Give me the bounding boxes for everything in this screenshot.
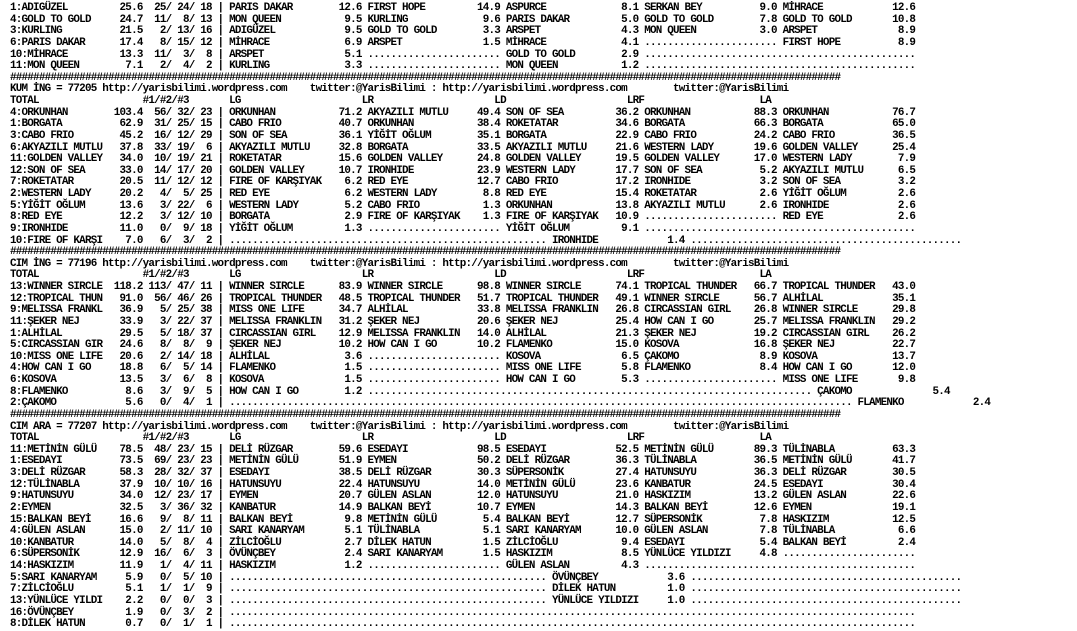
text-line: 6:PARIS DAKAR 17.4 8/ 15/ 12 | MİHRACE 6.9 ARSPET 1.5 MİHRACE 4.1 ....................... FIRST HOPE 8.9 [10,36,916,49]
text-line: 14:HASKIZIM 11.9 1/ 4/ 11 | HASKIZIM 1.2 ....................... GÜLEN ASLAN 4.3 ............................................... [10,560,916,572]
text-line: 5:CIRCASSIAN GIR 24.6 8/ 8/ 9 | ŞEKER NEJ 10.2 HOW CAN I GO 10.2 FLAMENKO 15.0 KOSOVA 16.8 ŞEKER NEJ 22.7 [10,339,916,352]
text-line: 1:ESEDAYI 73.5 69/ 23/ 23 | METİNİN GÜLÜ 51.9 EYMEN 50.2 DELİ RÜZGAR 36.3 TÜLİNABLA 36.5 METİNİN GÜLÜ 41.7 [10,455,916,468]
text-line: 8:FLAMENKO 8.6 3/ 9/ 5 | HOW CAN I GO 1.2 ............................................................................. ÇAKOMO 5.4 [10,385,950,398]
race-statistics-text [10,3,990,631]
text-line: 4:GÜLEN ASLAN 15.0 2/ 11/ 10 | SARI KANARYAM 5.1 TÜLİNABLA 5.1 SARI KANARYAM 10.0 GÜLEN ASLAN 7.8 TÜLİNABLA 6.6 [10,525,916,538]
text-line: 1:ADIGÜZEL 25.6 25/ 24/ 18 | PARIS DAKAR 12.6 FIRST HOPE 14.9 ASPURCE 8.1 SERKAN BEY 9.0 MİHRACE 12.6 [10,2,916,14]
text-line: 6:AKYAZILI MUTLU 37.8 33/ 19/ 6 | AKYAZILI MUTLU 32.8 BORGATA 33.5 AKYAZILI MUTLU 21.6 WESTERN LADY 19.6 GOLDEN VALLEY 25.4 [10,141,916,154]
text-line: 6:SÜPERSONİK 12.9 16/ 6/ 3 | ÖVÜNÇBEY 2.4 SARI KANARYAM 1.5 HASKIZIM 8.5 YÜNLÜCE YILDIZI 4.8 ....................... [10,548,916,561]
text-line: 2:ÇAKOMO 5.6 0/ 4/ 1 | ............................................................................................................ FLAMENKO 2.4 [10,397,991,410]
text-line: 13:WINNER SIRCLE 118.2 113/ 47/ 11 | WINNER SIRCLE 83.9 WINNER SIRCLE 98.8 WINNER SIRCLE 74.1 TROPICAL THUNDER 66.7 TROPICAL THUNDER 43.0 [10,281,916,293]
text-line: ################################################################################################################################################ [10,408,841,421]
text-line: 3:DELİ RÜZGAR 58.3 28/ 32/ 37 | ESEDAYI 38.5 DELİ RÜZGAR 30.3 SÜPERSONİK 27.4 HATUNSUYU 36.3 DELİ RÜZGAR 30.5 [10,467,916,479]
text-line: 2:WESTERN LADY 20.2 4/ 5/ 25 | RED EYE 6.2 WESTERN LADY 8.8 RED EYE 15.4 ROKETATAR 2.6 YİĞİT OĞLUM 2.6 [10,188,916,200]
text-line: 4:HOW CAN I GO 18.8 6/ 5/ 14 | FLAMENKO 1.5 ....................... MISS ONE LIFE 5.8 FLAMENKO 8.4 HOW CAN I GO 12.0 [10,362,916,375]
text-line: CIM İNG = 77196 http://yarisbilimi.wordpress.com twitter:@YarisBilimi : http://yarisbilimi.wordpress.com twitter:@YarisBilimi [10,257,789,270]
text-line: 11:ŞEKER NEJ 33.9 3/ 22/ 37 | MELISSA FRANKLIN 31.2 ŞEKER NEJ 20.6 ŞEKER NEJ 25.4 HOW CAN I GO 25.7 MELISSA FRANKLIN 29.2 [10,315,916,328]
text-line: 3:KURLING 21.5 2/ 13/ 16 | ADIGÜZEL 9.5 GOLD TO GOLD 3.3 ARSPET 4.3 MON QUEEN 3.0 ARSPET 8.9 [10,25,916,38]
text-line: TOTAL #1/#2/#3 LG LR LD LRF LA [10,269,772,282]
text-line: ################################################################################################################################################ [10,71,841,84]
text-line: CIM ARA = 77207 http://yarisbilimi.wordpress.com twitter:@YarisBilimi : http://yarisbilimi.wordpress.com twitter:@YarisBilimi [10,420,789,433]
text-line: TOTAL #1/#2/#3 LG LR LD LRF LA [10,95,772,107]
text-line: 9:HATUNSUYU 34.0 12/ 23/ 17 | EYMEN 20.7 GÜLEN ASLAN 12.0 HATUNSUYU 21.0 HASKIZIM 13.2 GÜLEN ASLAN 22.6 [10,490,916,503]
text-line: 12:TROPICAL THUN 91.0 56/ 46/ 26 | TROPICAL THUNDER 48.5 TROPICAL THUNDER 51.7 TROPICAL THUNDER 49.1 WINNER SIRCLE 56.7 ALHİLAL 35.1 [10,292,916,305]
text-line: 16:ÖVÜNÇBEY 1.9 0/ 3/ 2 | ....................................................................................................................... [10,606,916,619]
text-line: 9:MELISSA FRANKL 36.9 5/ 25/ 38 | MISS ONE LIFE 34.7 ALHİLAL 33.8 MELISSA FRANKLIN 26.8 CIRCASSIAN GIRL 26.8 WINNER SIRCLE 29.8 [10,304,916,317]
text-line: ################################################################################################################################################ [10,246,841,259]
text-line: 10:KANBATUR 14.0 5/ 8/ 4 | ZİLCİOĞLU 2.7 DİLEK HATUN 1.5 ZİLCİOĞLU 9.4 ESEDAYI 5.4 BALKAN BEYİ 2.4 [10,536,916,549]
text-line: 13:YÜNLÜCE YILDI 2.2 0/ 0/ 3 | ....................................................... YÜNLÜCE YILDIZI 1.0 ............................................... [10,594,962,607]
text-line: 12:TÜLİNABLA 37.9 10/ 10/ 16 | HATUNSUYU 22.4 HATUNSUYU 14.0 METİNİN GÜLÜ 23.6 KANBATUR 24.5 ESEDAYI 30.4 [10,478,916,491]
text-line: KUM İNG = 77205 http://yarisbilimi.wordpress.com twitter:@YarisBilimi : http://yarisbilimi.wordpress.com twitter:@YarisBilimi [10,83,789,96]
text-line: 8:DİLEK HATUN 0.7 0/ 1/ 1 | ....................................................................................................................... [10,618,916,631]
text-line: 7:ZİLCİOĞLU 5.1 1/ 1/ 9 | ....................................................... DİLEK HATUN 1.0 ............................................... [10,583,962,596]
text-line: TOTAL #1/#2/#3 LG LR LD LRF LA [10,432,772,445]
text-line: 10:FIRE OF KARŞI 7.0 6/ 3/ 2 | ....................................................... IRONHIDE 1.4 ............................................... [10,234,962,247]
text-line: 11:METİNİN GÜLÜ 78.5 48/ 23/ 15 | DELİ RÜZGAR 59.6 ESEDAYI 98.5 ESEDAYI 52.5 METİNİN GÜLÜ 89.3 TÜLİNABLA 63.3 [10,443,916,456]
text-line: 7:ROKETATAR 20.5 11/ 12/ 12 | FIRE OF KARŞIYAK 6.2 RED EYE 12.7 CABO FRIO 17.2 IRONHIDE 3.2 SON OF SEA 3.2 [10,176,916,189]
text-line: 5:SARI KANARYAM 5.9 0/ 5/ 10 | ....................................................... ÖVÜNÇBEY 3.6 ............................................... [10,571,962,584]
text-line: 1:ALHİLAL 29.5 5/ 18/ 37 | CIRCASSIAN GIRL 12.9 MELISSA FRANKLIN 14.0 ALHİLAL 21.3 ŞEKER NEJ 19.2 CIRCASSIAN GIRL 26.2 [10,327,916,340]
text-line: 4:ORKUNHAN 103.4 56/ 32/ 23 | ORKUNHAN 71.2 AKYAZILI MUTLU 49.4 SON OF SEA 36.2 ORKUNHAN 88.3 ORKUNHAN 76.7 [10,106,916,119]
text-line: 5:YİĞİT OĞLUM 13.6 3/ 22/ 6 | WESTERN LADY 5.2 CABO FRIO 1.3 ORKUNHAN 13.8 AKYAZILI MUTLU 2.6 IRONHIDE 2.6 [10,199,916,212]
text-line: 15:BALKAN BEYİ 16.6 9/ 8/ 11 | BALKAN BEYİ 9.8 METİNİN GÜLÜ 5.4 BALKAN BEYİ 12.7 SÜPERSONİK 7.8 HASKIZIM 12.5 [10,513,916,526]
text-line: 2:EYMEN 32.5 3/ 36/ 32 | KANBATUR 14.9 BALKAN BEYİ 10.7 EYMEN 14.3 BALKAN BEYİ 12.6 EYMEN 19.1 [10,501,916,514]
text-line: 11:GOLDEN VALLEY 34.0 10/ 19/ 21 | ROKETATAR 15.6 GOLDEN VALLEY 24.8 GOLDEN VALLEY 19.5 GOLDEN VALLEY 17.0 WESTERN LADY 7.9 [10,153,916,166]
text-line: 12:SON OF SEA 33.0 14/ 17/ 20 | GOLDEN VALLEY 10.7 IRONHIDE 23.9 WESTERN LADY 17.7 SON OF SEA 5.2 AKYAZILI MUTLU 6.5 [10,164,916,177]
text-line: 10:MISS ONE LIFE 20.6 2/ 14/ 18 | ALHİLAL 3.6 ....................... KOSOVA 6.5 ÇAKOMO 8.9 KOSOVA 13.7 [10,350,916,363]
text-line: 6:KOSOVA 13.5 3/ 6/ 8 | KOSOVA 1.5 ....................... HOW CAN I GO 5.3 ....................... MISS ONE LIFE 9.8 [10,374,916,386]
text-line: 11:MON QUEEN 7.1 2/ 4/ 2 | KURLING 3.3 ....................... MON QUEEN 1.2 ............................................... [10,60,916,73]
text-line: 10:MİHRACE 13.3 11/ 3/ 8 | ARSPET 5.1 ....................... GOLD TO GOLD 2.9 ............................................... [10,48,916,61]
text-line: 3:CABO FRIO 45.2 16/ 12/ 29 | SON OF SEA 36.1 YİĞİT OĞLUM 35.1 BORGATA 22.9 CABO FRIO 24.2 CABO FRIO 36.5 [10,129,916,142]
text-line: 9:IRONHIDE 11.0 0/ 9/ 18 | YİĞİT OĞLUM 1.3 ....................... YİĞİT OĞLUM 9.1 ............................................... [10,222,916,235]
text-line: 4:GOLD TO GOLD 24.7 11/ 8/ 13 | MON QUEEN 9.5 KURLING 9.6 PARIS DAKAR 5.0 GOLD TO GOLD 7.8 GOLD TO GOLD 10.8 [10,13,916,26]
text-line: 1:BORGATA 62.9 31/ 25/ 15 | CABO FRIO 40.7 ORKUNHAN 38.4 ROKETATAR 34.6 BORGATA 66.3 BORGATA 65.0 [10,118,916,131]
text-line: 8:RED EYE 12.2 3/ 12/ 10 | BORGATA 2.9 FIRE OF KARŞIYAK 1.3 FIRE OF KARŞIYAK 10.9 ....................... RED EYE 2.6 [10,211,916,224]
